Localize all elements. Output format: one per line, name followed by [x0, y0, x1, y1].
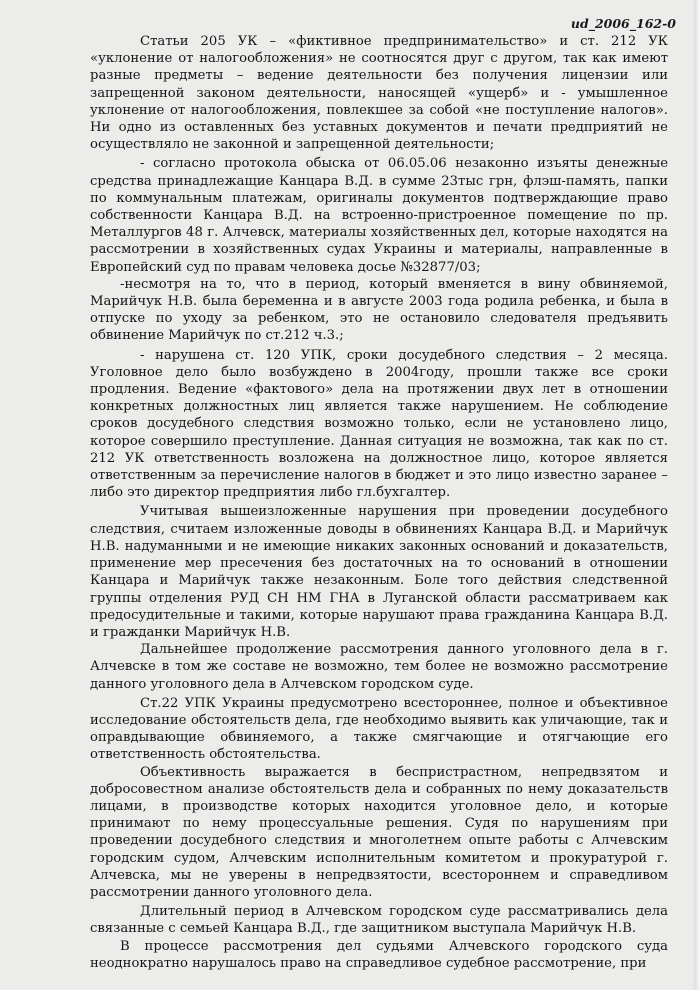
paragraph-article-22: Ст.22 УПК Украины предусмотрено всестороннее, полное и объективное исследование обстоятельств дела, где необходимо выявить как уличающие, так и оправдывающие обвиняемого, а также смягчающие и отягчающие его ответственность обстоятельства.	[90, 695, 668, 763]
paragraph-further-consideration: Дальнейшее продолжение рассмотрения данного уголовного дела в г. Алчевске в том же составе не возможно, тем более не возможно рассмотрение данного уголовного дела в Алчевском городском суде.	[90, 642, 668, 692]
paragraph-search-protocol: - согласно протокола обыска от 06.05.06 незаконно изъяты денежные средства принадлежащие Канцара В.Д. в сумме 23тыс грн, флэш-память, папки по коммунальным платежам, оригиналы документов подтверждающие право собственности Канцара В.Д. на встроенно-пристроенное помещение по пр. Металлургов 48 г. Алчевск, материалы хозяйственных дел, которые находятся на рассмотрении в хозяйственных судах Украины и материалы, направленные в Европейский суд по правам человека досье №32877/03;	[90, 156, 668, 275]
paragraph-mariychuk-pregnancy: -несмотря на то, что в период, который вменяется в вину обвиняемой, Марийчук Н.В. была беременна и в августе 2003 года родила ребенка, и была в отпуске по уходу за ребенком, это не остановило следователя предъявить обвинение Марийчук по ст.212 ч.3.;	[90, 276, 668, 344]
page-edge	[694, 0, 700, 990]
paragraph-article-120-violation: - нарушена ст. 120 УПК, сроки досудебного следствия – 2 месяца. Уголовное дело было возбуждено в 2004году, прошли также все сроки продления. Ведение «фактового» дела на протяжении двух лет в отношении конкретных должностных лиц является также нарушением. Не соблюдение сроков досудебного следствия возможно только, если не установлено лицо, которое совершило преступление. Данная ситуация не возможна, так как по ст. 212 УК ответственность возложена на должностное лицо, которое является ответственным за перечисление налогов в бюджет и это лицо известно заранее – либо это директор предприятия либо гл.бухгалтер.	[90, 347, 668, 501]
paragraph-process-violations: В процессе рассмотрения дел судьями Алчевского городского суда неоднократно нарушалось право на справедливое судебное рассмотрение, при	[90, 938, 668, 971]
paragraph-articles-205-212: Статьи 205 УК – «фиктивное предпринимательство» и ст. 212 УК «уклонение от налогообложения» не соотносятся друг с другом, так как имеют разные предметы – ведение деятельности без получения лицензии или запрещенной законом деятельности, наносящей «ущерб» и - умышленное уклонение от налогообложения, повлекшее за собой «не поступление налогов». Ни одно из оставленных без уставных документов и печати предприятий не осуществляло не законной и запрещенной деятельности;	[90, 34, 668, 153]
paragraph-considering-violations: Учитывая вышеизложенные нарушения при проведении досудебного следствия, считаем изложенные доводы в обвинениях Канцара В.Д. и Марийчук Н.В. надуманными и не имеющие никаких законных оснований и доказательств, применение мер пресечения без достаточных на то оснований в отношении Канцара и Марийчук также незаконным. Боле того действия следственной группы отделения РУД СН НМ ГНА в Луганской области рассматриваем как предосудительные и такими, которые нарушают права гражданина Канцара В.Д. и гражданки Марийчук Н.В.	[90, 504, 668, 640]
paragraph-objectivity: Объективность выражается в беспристрастном, непредвзятом и добросовестном анализе обстоятельств дела и собранных по нему доказательств лицами, в производстве которых находится уголовное дело, и которые принимают по нему процессуальные решения. Судя по нарушениям при проведении досудебного следствия и многолетнем опыте работы с Алчевским городским судом, Алчевским исполнительным комитетом и прокуратурой г. Алчевска, мы не уверены в непредвзятости, всестороннем и справедливом рассмотрении данного уголовного дела.	[90, 764, 668, 900]
document-body	[90, 33, 668, 972]
document-id: ud_2006_162-0	[570, 16, 676, 31]
paragraph-long-period: Длительный период в Алчевском городском суде рассматривались дела связанные с семьей Канцара В.Д., где защитником выступала Марийчук Н.В.	[90, 904, 668, 937]
